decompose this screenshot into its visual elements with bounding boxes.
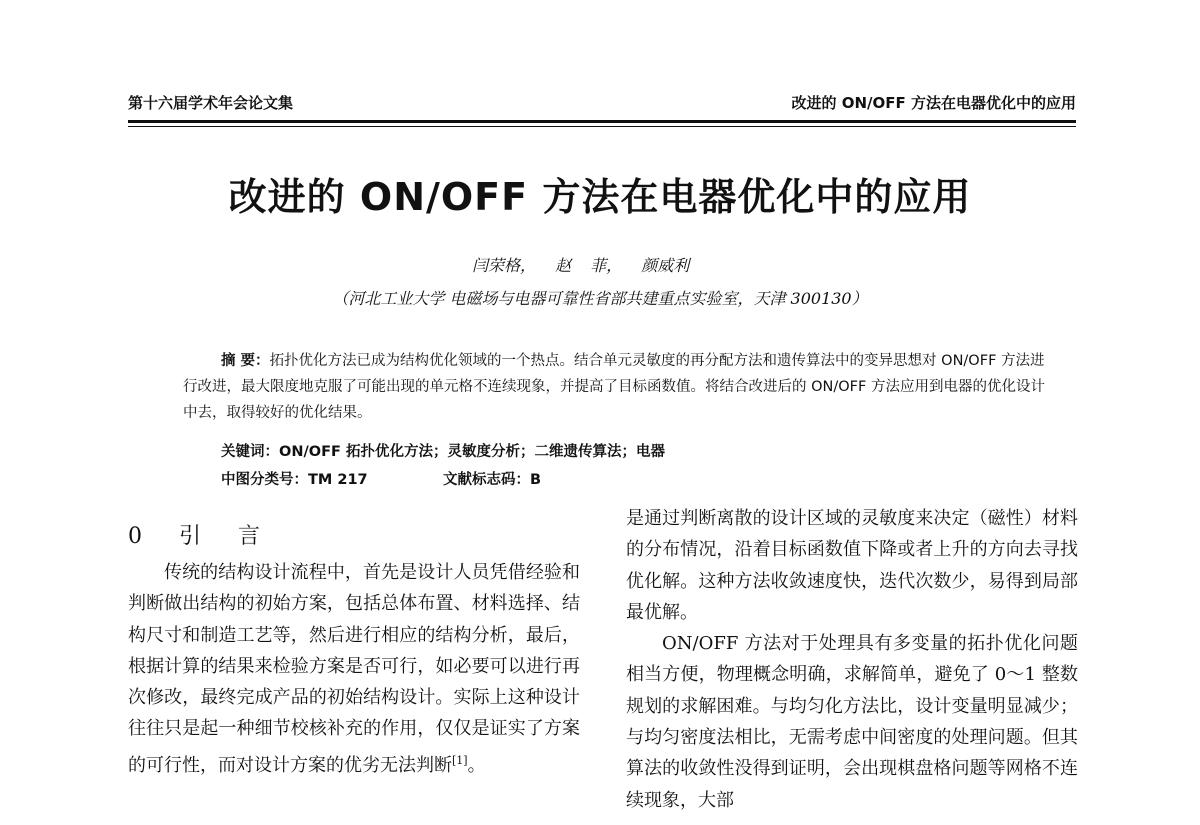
section-number: 0 <box>128 524 148 549</box>
document-code: 文献标志码：B <box>443 472 542 488</box>
abstract-text: 拓扑优化方法已成为结构优化领域的一个热点。结合单元灵敏度的再分配方法和遗传算法中的变异思想对 ON/OFF 方法进行改进，最大限度地克服了可能出现的单元格不连续现象，并提高了目标函数值。将结合改进后的 ON/OFF 方法应用到电器的优化设计中去，取得较好的优化结果。 <box>183 353 1045 421</box>
section-title: 引 言 <box>179 524 266 549</box>
right-paragraph-1: 是通过判断离散的设计区域的灵敏度来决定（磁性）材料的分布情况，沿着目标函数值下降或者上升的方向去寻找优化解。这种方法收敛速度快，迭代次数少，易得到局部最优解。 <box>626 508 1078 623</box>
header-rule-thin <box>128 126 1076 127</box>
clc-number: 中图分类号：TM 217 <box>221 472 368 488</box>
header-rule-thick <box>128 120 1076 123</box>
affiliation: （河北工业大学 电磁场与电器可靠性省部共建重点实验室，天津 300130） <box>332 289 868 308</box>
citation-ref: [1] <box>452 753 468 767</box>
abstract <box>183 348 1045 426</box>
paper-title: 改进的 ON/OFF 方法在电器优化中的应用 <box>228 175 972 219</box>
classification-line <box>221 468 542 489</box>
header-paper-title: 改进的 ON/OFF 方法在电器优化中的应用 <box>791 94 1076 112</box>
intro-paragraph-1: 传统的结构设计流程中，首先是设计人员凭借经验和判断做出结构的初始方案，包括总体布置、材料选择、结构尺寸和制造工艺等，然后进行相应的结构分析，最后，根据计算的结果来检验方案是否可行，如必要可以进行再次修改，最终完成产品的初始结构设计。实际上这种设计往往只是起一种细节校核补充的作用，仅仅是证实了方案的可行性，而对设计方案的优劣无法判断[1]。 <box>128 562 580 776</box>
header-proceedings-title: 第十六届学术年会论文集 <box>128 94 294 112</box>
abstract-label: 摘 要： <box>221 353 270 369</box>
running-header <box>128 90 1076 118</box>
right-paragraph-2: ON/OFF 方法对于处理具有多变量的拓扑优化问题相当方便，物理概念明确，求解简单，避免了 0～1 整数规划的求解困难。与均匀化方法比，设计变量明显减少；与均匀密度法相比，无需考虑中间密度的处理问题。但其算法的收敛性没得到证明，会出现棋盘格问题等网格不连续现象，大部 <box>626 633 1078 811</box>
authors: 闫荣格， 赵 菲， 颜威利 <box>472 256 690 275</box>
keywords: 关键词：ON/OFF 拓扑优化方法；灵敏度分析；二维遗传算法；电器 <box>221 444 665 460</box>
left-column <box>128 557 580 781</box>
right-column <box>626 503 1078 816</box>
section-heading <box>128 519 266 550</box>
